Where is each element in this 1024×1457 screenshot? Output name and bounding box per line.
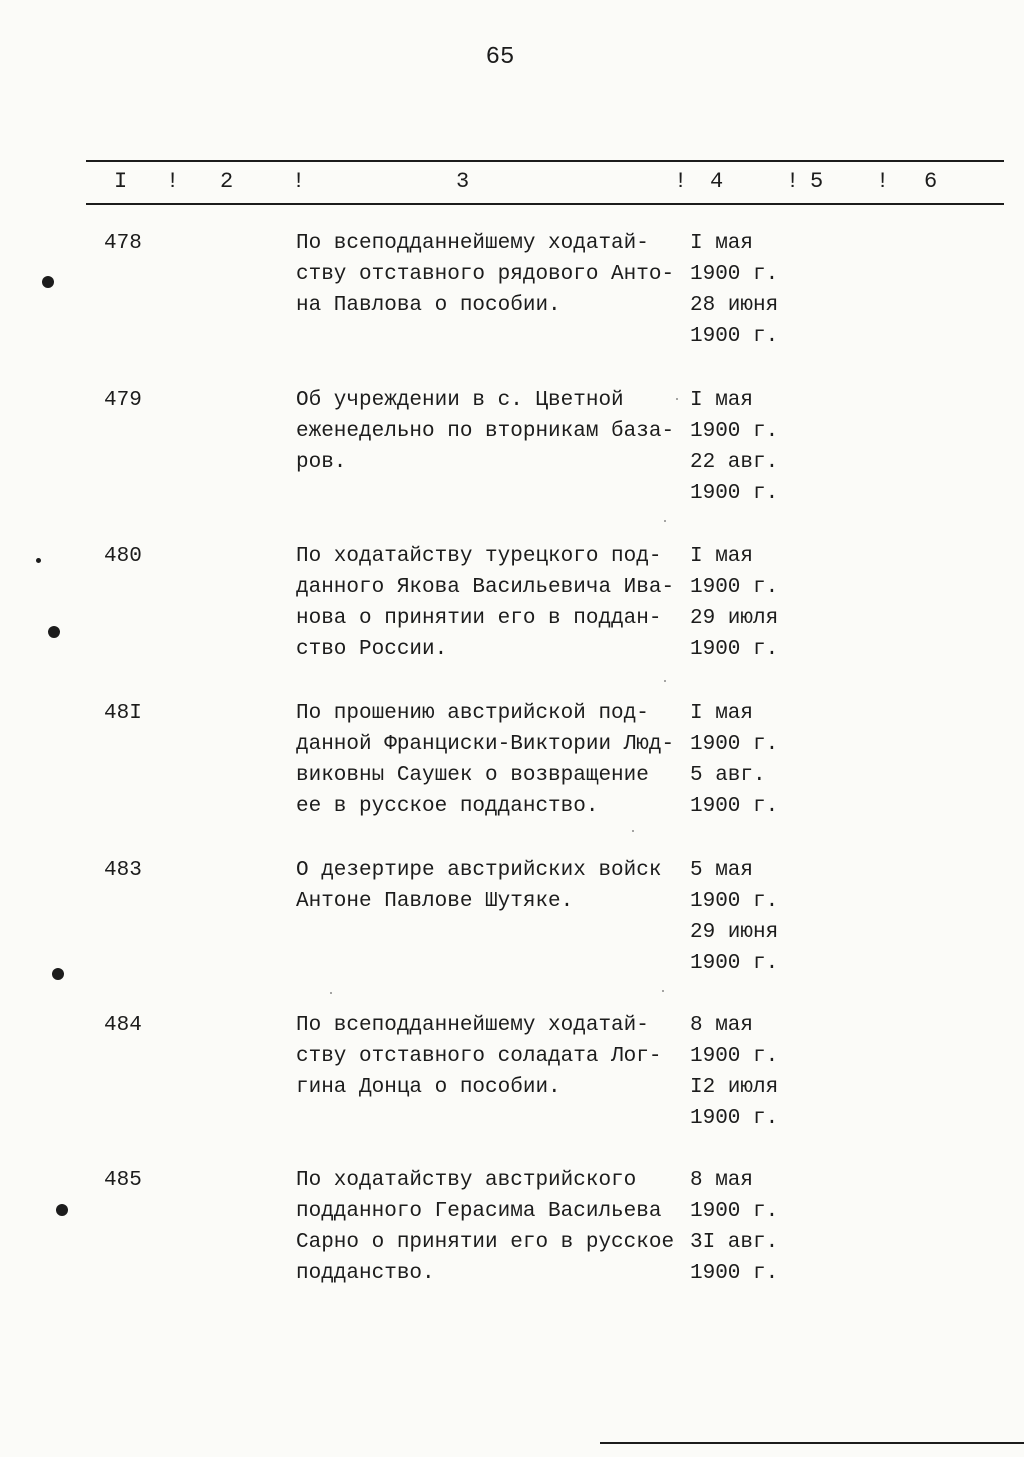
scan-speck	[330, 992, 332, 994]
row-dates: 5 мая 1900 г. 29 июня 1900 г.	[690, 859, 779, 975]
table-header-rule	[86, 203, 1004, 205]
table-row	[0, 698, 1024, 838]
scan-speck	[664, 680, 666, 682]
binding-hole-mark	[48, 626, 60, 638]
row-dates: I мая 1900 г. 28 июня 1900 г.	[690, 232, 779, 348]
scan-speck	[36, 558, 41, 563]
row-number: 484	[104, 1014, 142, 1037]
header-separator: !	[786, 169, 800, 194]
page-number: 65	[485, 44, 515, 71]
table-row	[0, 855, 1024, 995]
row-dates: 8 мая 1900 г. I2 июля 1900 г.	[690, 1014, 779, 1130]
row-dates: I мая 1900 г. 22 авг. 1900 г.	[690, 389, 779, 505]
row-number: 480	[104, 545, 142, 568]
scan-speck	[632, 830, 634, 832]
header-col-5: 5	[810, 169, 824, 194]
row-description: По ходатайству австрийского подданного Герасима Васильева Сарно о принятии его в русское подданство.	[296, 1169, 675, 1285]
header-separator: !	[292, 169, 306, 194]
binding-hole-mark	[42, 276, 54, 288]
header-col-3: 3	[456, 169, 470, 194]
row-number: 478	[104, 232, 142, 255]
scan-speck	[676, 398, 678, 400]
header-separator: !	[166, 169, 180, 194]
binding-hole-mark	[52, 968, 64, 980]
table-row	[0, 541, 1024, 681]
row-number: 479	[104, 389, 142, 412]
row-description: По всеподданнейшему ходатай- ству отставного рядового Анто- на Павлова о пособии.	[296, 232, 675, 317]
row-description: О дезертире австрийских войск Антоне Павлове Шутяке.	[296, 859, 662, 913]
row-dates: 8 мая 1900 г. 3I авг. 1900 г.	[690, 1169, 779, 1285]
row-number: 483	[104, 859, 142, 882]
table-top-rule	[86, 160, 1004, 162]
scan-speck	[664, 520, 666, 522]
header-col-4: 4	[710, 169, 724, 194]
header-col-2: 2	[220, 169, 234, 194]
row-description: Об учреждении в с. Цветной еженедельно по вторникам база- ров.	[296, 389, 675, 474]
row-number: 485	[104, 1169, 142, 1192]
binding-hole-mark	[56, 1204, 68, 1216]
table-row	[0, 228, 1024, 368]
table-row	[0, 1010, 1024, 1150]
table-row	[0, 385, 1024, 525]
row-dates: I мая 1900 г. 5 авг. 1900 г.	[690, 702, 779, 818]
row-number: 48I	[104, 702, 142, 725]
table-row	[0, 1165, 1024, 1305]
header-separator: !	[674, 169, 688, 194]
header-separator: !	[876, 169, 890, 194]
row-description: По всеподданнейшему ходатай- ству отставного соладата Лог- гина Донца о пособии.	[296, 1014, 662, 1099]
bottom-edge-rule	[600, 1442, 1024, 1444]
header-col-6: 6	[924, 169, 938, 194]
row-dates: I мая 1900 г. 29 июля 1900 г.	[690, 545, 779, 661]
header-col-1: I	[114, 169, 128, 194]
row-description: По прошению австрийской под- данной Франциски-Виктории Люд- виковны Саушек о возвращение ее в русское подданство.	[296, 702, 675, 818]
row-description: По ходатайству турецкого под- данного Якова Васильевича Ива- нова о принятии его в поддан- ство России.	[296, 545, 675, 661]
scan-speck	[662, 990, 664, 992]
